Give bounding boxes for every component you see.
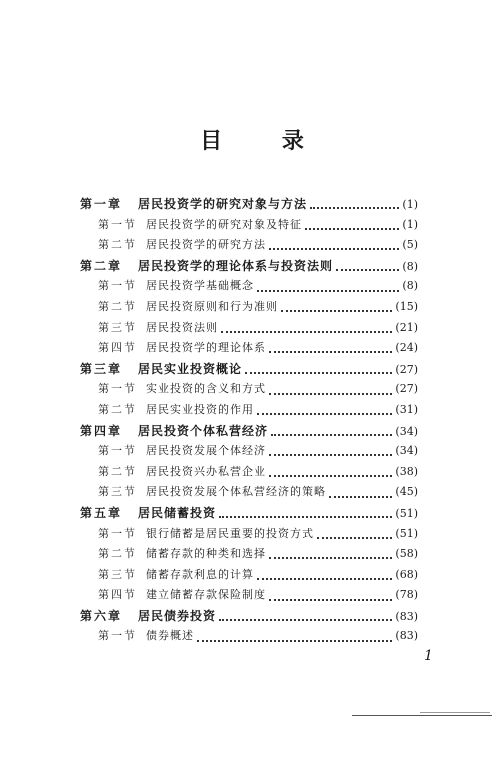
toc-entry-page: (8)	[402, 259, 418, 273]
dot-leader	[219, 516, 392, 518]
toc-entry-title: 居民投资学的研究对象与方法	[138, 197, 308, 211]
toc-section-entry	[80, 319, 418, 340]
dot-leader	[269, 393, 392, 395]
toc-entry-page: (34)	[395, 444, 418, 458]
toc-entry-number: 第一节	[98, 382, 137, 396]
dot-leader	[269, 351, 392, 353]
toc-entry-page: (51)	[395, 506, 418, 520]
toc-section-entry	[80, 339, 418, 360]
dot-leader	[269, 599, 392, 601]
toc-section-entry	[80, 586, 418, 607]
toc-entry-number: 第二章	[80, 258, 123, 273]
toc-entry-title: 储蓄存款利息的计算	[146, 567, 254, 581]
toc-entry-number: 第一节	[98, 526, 137, 540]
toc-entry-title: 居民投资原则和行为准则	[146, 299, 278, 313]
toc-entry-number: 第二节	[98, 238, 137, 252]
table-of-contents	[80, 195, 418, 648]
toc-entry-page: (78)	[395, 588, 418, 602]
toc-entry-title: 居民投资发展个体私营经济的策略	[146, 485, 326, 499]
dot-leader	[257, 578, 392, 580]
dot-leader	[269, 248, 399, 250]
scan-artifact-line	[352, 715, 492, 716]
toc-entry-title: 储蓄存款的种类和选择	[146, 547, 266, 561]
dot-leader	[269, 557, 392, 559]
dot-leader	[310, 207, 399, 209]
toc-entry-page: (51)	[395, 526, 418, 540]
toc-entry-title: 居民投资学的研究方法	[146, 238, 266, 252]
toc-entry-title: 居民投资学基础概念	[146, 279, 254, 293]
dot-leader	[245, 372, 392, 374]
toc-entry-page: (58)	[395, 547, 418, 561]
toc-entry-page: (31)	[395, 402, 418, 416]
toc-entry-number: 第一节	[98, 629, 137, 643]
dot-leader	[281, 310, 392, 312]
toc-entry-title: 债券概述	[146, 629, 194, 643]
toc-section-entry	[80, 298, 418, 319]
toc-entry-number: 第五章	[80, 505, 123, 520]
toc-section-entry	[80, 627, 418, 648]
toc-section-entry	[80, 525, 418, 546]
toc-entry-number: 第一节	[98, 444, 137, 458]
toc-entry-number: 第三节	[98, 320, 137, 334]
toc-entry-page: (83)	[395, 629, 418, 643]
toc-entry-page: (38)	[395, 464, 418, 478]
toc-entry-title: 居民实业投资概论	[138, 361, 243, 376]
toc-section-entry	[80, 216, 418, 237]
toc-entry-title: 居民投资兴办私营企业	[146, 464, 266, 478]
dot-leader	[269, 475, 392, 477]
scan-artifact-line	[420, 712, 490, 713]
toc-entry-page: (1)	[402, 217, 418, 231]
dot-leader	[221, 331, 392, 333]
toc-chapter-entry	[80, 257, 418, 278]
toc-entry-number: 第一章	[80, 197, 123, 211]
toc-section-entry	[80, 236, 418, 257]
toc-chapter-entry	[80, 504, 418, 525]
page-title: 目 录	[200, 129, 330, 154]
toc-entry-title: 居民投资学的研究对象及特征	[146, 217, 302, 231]
toc-section-entry	[80, 545, 418, 566]
toc-entry-number: 第四节	[98, 341, 137, 355]
toc-entry-page: (68)	[395, 567, 418, 581]
toc-entry-number: 第三节	[98, 567, 137, 581]
toc-entry-page: (21)	[395, 320, 418, 334]
toc-entry-number: 第四章	[80, 423, 123, 438]
toc-entry-page: (1)	[402, 198, 418, 211]
toc-entry-number: 第二节	[98, 464, 137, 478]
toc-entry-page: (15)	[395, 299, 418, 313]
dot-leader	[269, 454, 392, 456]
toc-section-entry	[80, 463, 418, 484]
toc-entry-title: 居民债券投资	[138, 608, 217, 623]
toc-entry-title: 居民投资学的理论体系	[146, 341, 266, 355]
dot-leader	[317, 537, 392, 539]
dot-leader	[257, 290, 399, 292]
toc-entry-page: (8)	[402, 279, 418, 293]
toc-entry-page: (45)	[395, 485, 418, 499]
toc-entry-page: (27)	[395, 362, 418, 376]
toc-section-entry	[80, 380, 418, 401]
toc-entry-number: 第三章	[80, 361, 123, 376]
dot-leader	[336, 269, 399, 271]
toc-section-entry	[80, 442, 418, 463]
toc-section-entry	[80, 566, 418, 587]
dot-leader	[329, 496, 392, 498]
toc-section-entry	[80, 401, 418, 422]
toc-entry-page: (34)	[395, 424, 418, 438]
toc-chapter-entry	[80, 195, 418, 216]
toc-entry-title: 实业投资的含义和方式	[146, 382, 266, 396]
toc-entry-number: 第四节	[98, 588, 137, 602]
toc-entry-number: 第二节	[98, 547, 137, 561]
toc-entry-title: 居民储蓄投资	[138, 505, 217, 520]
toc-entry-title: 居民实业投资的作用	[146, 402, 254, 416]
dot-leader	[197, 640, 392, 642]
toc-entry-title: 建立储蓄存款保险制度	[146, 588, 266, 602]
page-number: 1	[424, 648, 433, 664]
toc-entry-number: 第一节	[98, 217, 137, 231]
toc-entry-page: (83)	[395, 609, 418, 623]
toc-chapter-entry	[80, 422, 418, 443]
toc-entry-number: 第一节	[98, 279, 137, 293]
toc-entry-title: 银行储蓄是居民重要的投资方式	[146, 526, 314, 540]
dot-leader	[219, 619, 392, 621]
toc-entry-title: 居民投资发展个体经济	[146, 444, 266, 458]
toc-entry-page: (24)	[395, 341, 418, 355]
toc-entry-number: 第三节	[98, 485, 137, 499]
toc-entry-page: (5)	[402, 238, 418, 252]
toc-entry-title: 居民投资学的理论体系与投资法则	[138, 258, 334, 273]
dot-leader	[271, 434, 392, 436]
toc-chapter-entry	[80, 360, 418, 381]
toc-entry-title: 居民投资个体私营经济	[138, 423, 269, 438]
toc-entry-number: 第二节	[98, 402, 137, 416]
dot-leader	[257, 413, 392, 415]
dot-leader	[305, 228, 399, 230]
toc-section-entry	[80, 483, 418, 504]
toc-entry-number: 第六章	[80, 608, 123, 623]
toc-entry-title: 居民投资法则	[146, 320, 218, 334]
toc-chapter-entry	[80, 607, 418, 628]
toc-entry-number: 第二节	[98, 299, 137, 313]
toc-section-entry	[80, 277, 418, 298]
toc-entry-page: (27)	[395, 382, 418, 396]
